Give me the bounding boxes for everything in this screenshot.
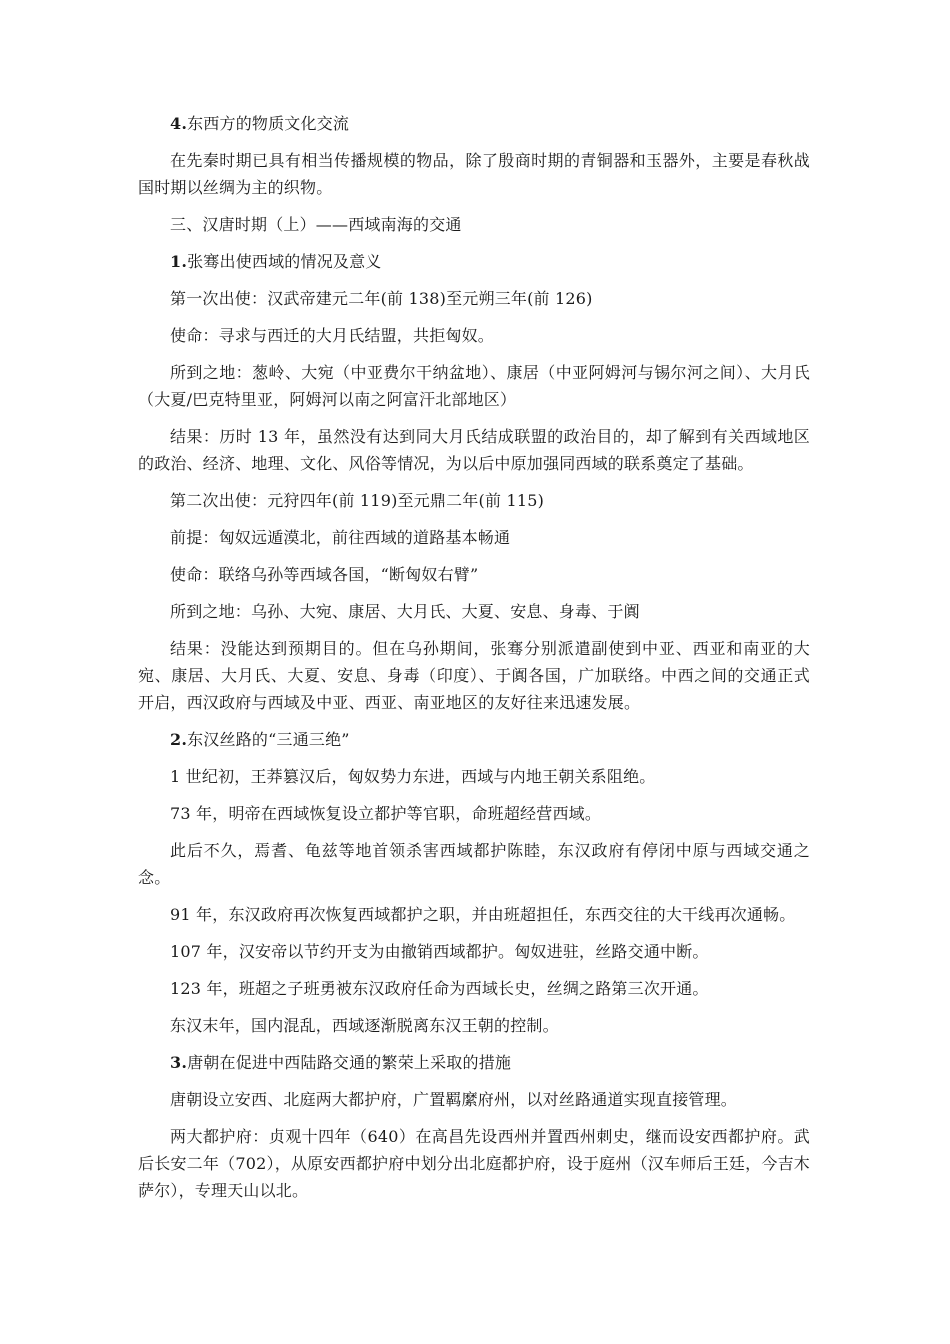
- heading-text: 东汉丝路的“三通三绝”: [187, 730, 350, 749]
- paragraph: 结果：历时 13 年，虽然没有达到同大月氏结成联盟的政治目的，却了解到有关西域地区的政治、经济、地理、文化、风俗等情况，为以后中原加强同西域的联系奠定了基础。: [138, 427, 810, 473]
- paragraph: 使命：联络乌孙等西域各国，“断匈奴右臂”: [170, 565, 479, 584]
- paragraph: 73 年，明帝在西域恢复设立都护等官职，命班超经营西域。: [170, 804, 602, 823]
- chapter-title: 三、汉唐时期（上）——西域南海的交通: [170, 215, 462, 234]
- heading-text: 东西方的物质文化交流: [187, 114, 350, 133]
- heading-text: 唐朝在促进中西陆路交通的繁荣上采取的措施: [187, 1053, 512, 1072]
- paragraph: 第一次出使：汉武帝建元二年(前 138)至元朔三年(前 126): [170, 289, 593, 308]
- paragraph: 唐朝设立安西、北庭两大都护府，广置羁縻府州，以对丝路通道实现直接管理。: [170, 1090, 738, 1109]
- section-heading-zhang-qian: [138, 248, 810, 275]
- paragraph: 前提：匈奴远遁漠北，前往西域的道路基本畅通: [170, 528, 511, 547]
- paragraph: 东汉末年，国内混乱，西域逐渐脱离东汉王朝的控制。: [170, 1016, 559, 1035]
- heading-number: 4.: [170, 114, 188, 133]
- paragraph: 此后不久，焉耆、龟兹等地首领杀害西域都护陈睦，东汉政府有停闭中原与西域交通之念。: [138, 841, 810, 887]
- paragraph: 107 年，汉安帝以节约开支为由撤销西域都护。匈奴进驻，丝路交通中断。: [170, 942, 709, 961]
- paragraph: 所到之地：乌孙、大宛、康居、大月氏、大夏、安息、身毒、于阗: [170, 602, 640, 621]
- paragraph: 两大都护府：贞观十四年（640）在高昌先设西州并置西州刺史，继而设安西都护府。武后长安二年（702），从原安西都护府中划分出北庭都护府，设于庭州（汉车师后王廷，今吉木萨尔），专理天山以北。: [138, 1127, 810, 1200]
- heading-number: 1.: [170, 252, 188, 271]
- paragraph: 1 世纪初，王莽篡汉后，匈奴势力东进，西域与内地王朝关系阻绝。: [170, 767, 656, 786]
- paragraph: 结果：没能达到预期目的。但在乌孙期间，张骞分别派遣副使到中亚、西亚和南亚的大宛、康居、大月氏、大夏、安息、身毒（印度）、于阗各国，广加联络。中西之间的交通正式开启，西汉政府与西域及中亚、西亚、南亚地区的友好往来迅速发展。: [138, 639, 810, 712]
- paragraph: 第二次出使：元狩四年(前 119)至元鼎二年(前 115): [170, 491, 545, 510]
- paragraph: 在先秦时期已具有相当传播规模的物品，除了殷商时期的青铜器和玉器外，主要是春秋战国时期以丝绸为主的织物。: [138, 151, 810, 197]
- section-heading-silk-road: [138, 726, 810, 753]
- section-heading-material-exchange: [138, 110, 810, 137]
- paragraph: 91 年，东汉政府再次恢复西域都护之职，并由班超担任，东西交往的大干线再次通畅。: [170, 905, 796, 924]
- heading-number: 3.: [170, 1053, 188, 1072]
- document-page: [138, 110, 810, 1214]
- paragraph: 123 年，班超之子班勇被东汉政府任命为西域长史，丝绸之路第三次开通。: [170, 979, 709, 998]
- heading-number: 2.: [170, 730, 188, 749]
- paragraph: 所到之地：葱岭、大宛（中亚费尔干纳盆地）、康居（中亚阿姆河与锡尔河之间）、大月氏（大夏/巴克特里亚，阿姆河以南之阿富汗北部地区）: [138, 363, 810, 409]
- section-heading-tang-measures: [138, 1049, 810, 1076]
- heading-text: 张骞出使西域的情况及意义: [187, 252, 382, 271]
- paragraph: 使命：寻求与西迁的大月氏结盟，共拒匈奴。: [170, 326, 495, 345]
